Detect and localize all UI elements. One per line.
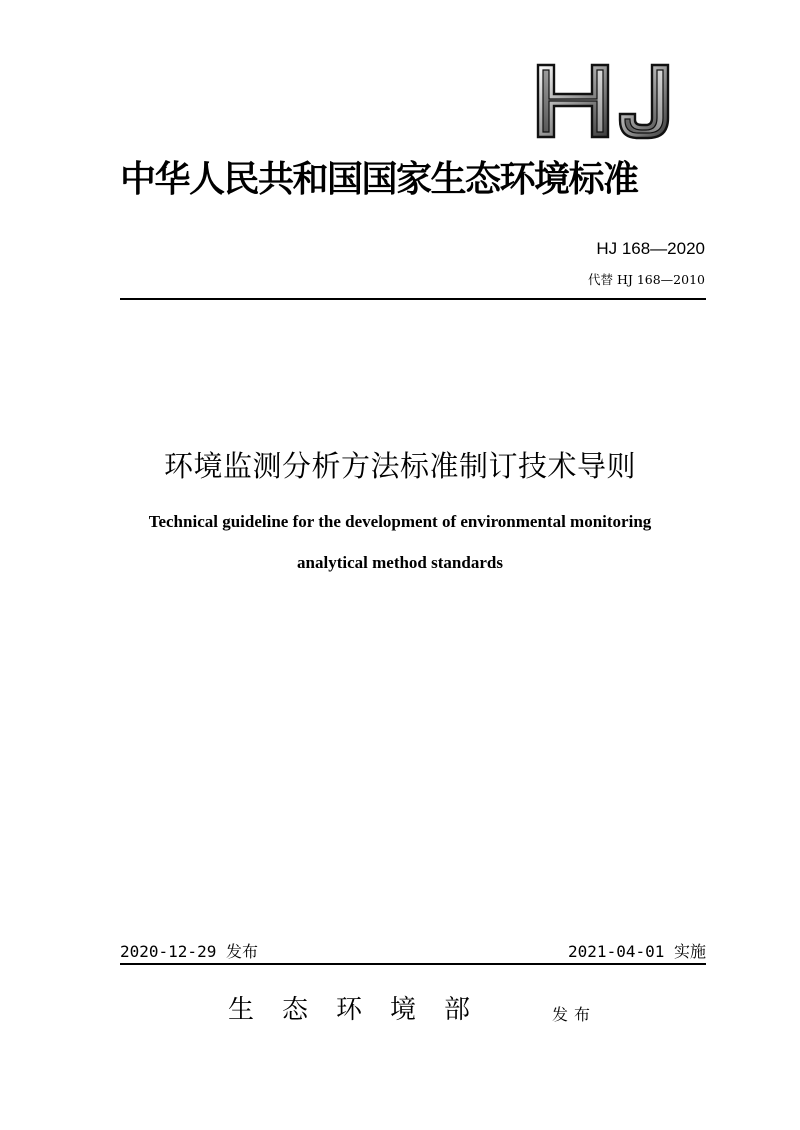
footer-divider: [120, 963, 706, 965]
publisher-suffix: 发布: [552, 1005, 597, 1024]
document-title-en-line1: Technical guideline for the development of environmental monitoring: [148, 512, 652, 531]
header-divider: [120, 298, 706, 300]
implementation-date: 2021-04-01 实施: [568, 942, 706, 961]
replaced-standard: 代替 HJ 168—2010: [587, 272, 705, 287]
national-standard-title: 中华人民共和国国家生态环境标准: [120, 159, 638, 200]
publisher: 生态环境部: [228, 995, 499, 1025]
standard-number: HJ 168—2020: [596, 239, 705, 258]
hj-logo: [534, 62, 684, 140]
issue-date: 2020-12-29 发布: [120, 942, 258, 961]
document-title-zh: 环境监测分析方法标准制订技术导则: [163, 449, 636, 483]
document-title-en-line2: analytical method standards: [297, 553, 503, 572]
dates-row: [120, 940, 706, 964]
